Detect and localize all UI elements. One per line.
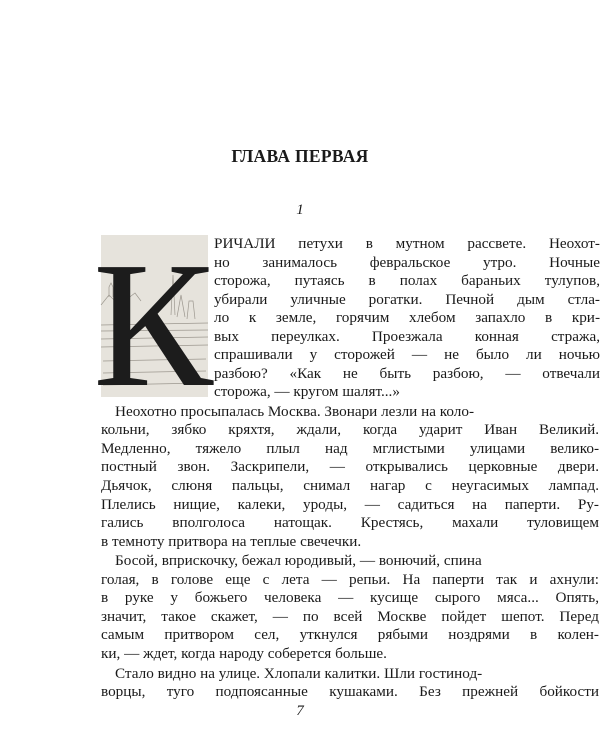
- page-number: 7: [296, 703, 304, 719]
- text-line: значит, такое скажет, — по всей Москве пойдет шепот. Перед: [101, 608, 599, 625]
- text-line: Неохотно просыпалась Москва. Звонари лезли на коло-: [115, 403, 474, 420]
- text-line: самым притвором сел, уткнулся рябыми ноздрями в колен-: [101, 626, 599, 643]
- text-line: кольни, зябко кряхтя, ждали, когда ударит Иван Великий.: [101, 421, 599, 438]
- text-line: гались вполголоса натощак. Крестясь, махали туловищем: [101, 514, 599, 531]
- text-line: разбою? «Как не быть разбою, — отвечали: [214, 365, 600, 382]
- dropcap-illustration: [92, 225, 214, 424]
- dropcap-letter: К: [92, 225, 214, 424]
- text-line: Босой, вприскочку, бежал юродивый, — вонючий, спина: [115, 552, 482, 569]
- chapter-title: ГЛАВА ПЕРВАЯ: [231, 146, 369, 166]
- text-line: РИЧАЛИ петухи в мутном рассвете. Неохот-: [214, 235, 600, 252]
- text-line: убирали уличные рогатки. Печной дым стла-: [214, 291, 600, 308]
- text-line: спрашивали у сторожей — не было ли ночью: [214, 346, 600, 363]
- text-line: постный звон. Заскрипели, — открывались церковные двери.: [101, 458, 599, 475]
- text-line: ки, — ждет, когда народу соберется больше.: [101, 645, 387, 662]
- text-line: сторожа, путаясь в полах бараньих тулупов,: [214, 272, 600, 289]
- text-line: Стало видно на улице. Хлопали калитки. Шли гостинод-: [115, 665, 483, 682]
- text-line: в темноту притвора на теплые свечечки.: [101, 533, 362, 550]
- text-line: вых переулках. Проезжала конная стража,: [214, 328, 600, 345]
- text-line: Медленно, тяжело плыл над мглистыми улицами велико-: [101, 440, 599, 457]
- dropcap-engraving: [92, 225, 214, 424]
- text-line: Плелись нищие, калеки, уроды, — садиться на паперти. Ру-: [101, 496, 599, 513]
- text-line: ло к земле, горячим хлебом запахло в кри-: [214, 309, 600, 326]
- text-line: сторожа, — кругом шалят...»: [214, 383, 400, 400]
- text-line: Дьячок, слюня пальцы, снимал нагар с неугасимых лампад.: [101, 477, 599, 494]
- text-line: но занималось февральское утро. Ночные: [214, 254, 600, 271]
- text-line: в руке у божьего человека — кусище сырого мяса... Опять,: [101, 589, 599, 606]
- text-line: голая, в голове еще с лета — репьи. На паперти так и ахнули:: [101, 571, 599, 588]
- section-number: 1: [296, 202, 304, 218]
- text-line: ворцы, туго подпоясанные кушаками. Без прежней бойкости: [101, 683, 599, 700]
